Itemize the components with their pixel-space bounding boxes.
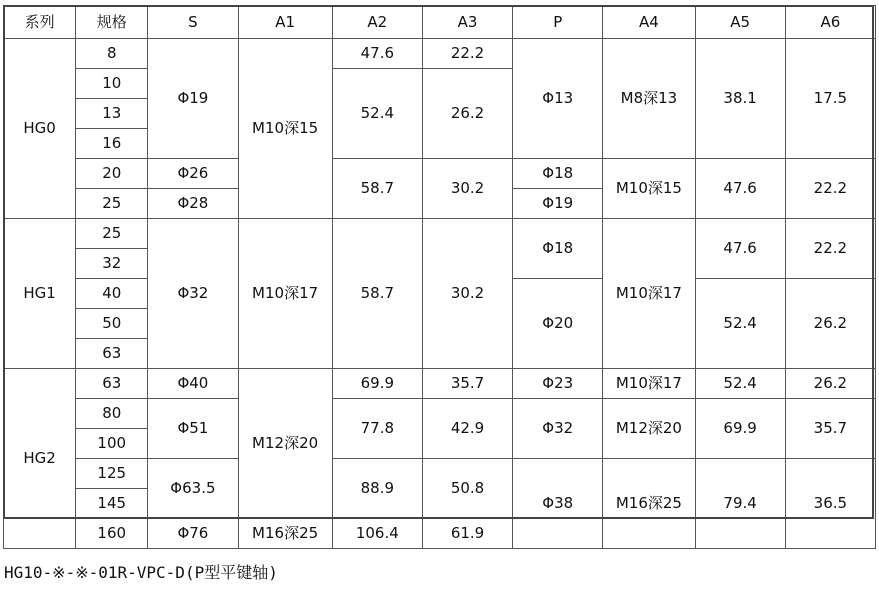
figure-caption: HG10-※-※-01R-VPC-D(P型平键轴) <box>4 563 278 582</box>
table-row <box>4 219 876 249</box>
cell-a4: M10深17 <box>603 219 695 369</box>
cell-a4: M10深15 <box>603 159 695 219</box>
header-cell-a5: A5 <box>695 6 785 39</box>
cell-a3: 26.2 <box>422 69 512 159</box>
cell-series: HG2 <box>4 369 76 549</box>
header-cell-a6: A6 <box>785 6 875 39</box>
cell-spec: 40 <box>76 279 148 309</box>
header-cell-s: S <box>148 6 238 39</box>
cell-p: Φ20 <box>513 279 603 369</box>
table-row <box>4 459 876 489</box>
cell-spec: 8 <box>76 39 148 69</box>
cell-s: Φ63.5 <box>148 459 238 519</box>
header-cell-a3: A3 <box>422 6 512 39</box>
cell-a2: 77.8 <box>332 399 422 459</box>
cell-a3: 42.9 <box>422 399 512 459</box>
cell-a3: 61.9 <box>422 519 512 549</box>
cell-a5: 47.6 <box>695 219 785 279</box>
header-cell-series: 系列 <box>4 6 76 39</box>
cell-s: Φ19 <box>148 39 238 159</box>
cell-a4: M16深25 <box>603 459 695 549</box>
cell-spec: 63 <box>76 339 148 369</box>
cell-a6: 17.5 <box>785 39 875 159</box>
cell-a2: 69.9 <box>332 369 422 399</box>
cell-a2: 52.4 <box>332 69 422 159</box>
cell-a6: 26.2 <box>785 279 875 369</box>
cell-p: Φ18 <box>513 219 603 279</box>
table-row <box>4 39 876 69</box>
table-row <box>4 369 876 399</box>
cell-spec: 125 <box>76 459 148 489</box>
cell-a1: M10深15 <box>238 39 332 219</box>
cell-a5: 69.9 <box>695 399 785 459</box>
cell-a5: 47.6 <box>695 159 785 219</box>
cell-a1: M16深25 <box>238 519 332 549</box>
cell-s: Φ40 <box>148 369 238 399</box>
cell-series: HG0 <box>4 39 76 219</box>
cell-s: Φ26 <box>148 159 238 189</box>
cell-spec: 50 <box>76 309 148 339</box>
cell-s: Φ76 <box>148 519 238 549</box>
cell-p: Φ13 <box>513 39 603 159</box>
cell-spec: 16 <box>76 129 148 159</box>
cell-p: Φ19 <box>513 189 603 219</box>
cell-a4: M10深17 <box>603 369 695 399</box>
cell-p: Φ32 <box>513 399 603 459</box>
cell-a6: 36.5 <box>785 459 875 549</box>
cell-a2: 47.6 <box>332 39 422 69</box>
header-cell-spec: 规格 <box>76 6 148 39</box>
table-row <box>4 399 876 429</box>
cell-spec: 63 <box>76 369 148 399</box>
cell-a6: 35.7 <box>785 399 875 459</box>
cell-p: Φ38 <box>513 459 603 549</box>
header-cell-a1: A1 <box>238 6 332 39</box>
cell-spec: 20 <box>76 159 148 189</box>
cell-a5: 52.4 <box>695 279 785 369</box>
specification-table <box>3 5 876 549</box>
cell-a2: 58.7 <box>332 219 422 369</box>
cell-series: HG1 <box>4 219 76 369</box>
cell-a3: 50.8 <box>422 459 512 519</box>
cell-a2: 58.7 <box>332 159 422 219</box>
cell-a4: M12深20 <box>603 399 695 459</box>
cell-spec: 145 <box>76 489 148 519</box>
cell-s: Φ51 <box>148 399 238 459</box>
cell-a6: 22.2 <box>785 219 875 279</box>
cell-spec: 25 <box>76 219 148 249</box>
cell-a1: M10深17 <box>238 219 332 369</box>
cell-a6: 22.2 <box>785 159 875 219</box>
cell-spec: 25 <box>76 189 148 219</box>
cell-spec: 13 <box>76 99 148 129</box>
cell-spec: 100 <box>76 429 148 459</box>
cell-s: Φ28 <box>148 189 238 219</box>
header-cell-a4: A4 <box>603 6 695 39</box>
cell-spec: 80 <box>76 399 148 429</box>
cell-a6: 26.2 <box>785 369 875 399</box>
cell-a5: 52.4 <box>695 369 785 399</box>
cell-spec: 32 <box>76 249 148 279</box>
cell-p: Φ18 <box>513 159 603 189</box>
cell-p: Φ23 <box>513 369 603 399</box>
cell-a5: 38.1 <box>695 39 785 159</box>
cell-a3: 30.2 <box>422 219 512 369</box>
header-row <box>4 6 876 39</box>
table-body <box>4 39 876 549</box>
cell-a3: 22.2 <box>422 39 512 69</box>
cell-a5: 79.4 <box>695 459 785 549</box>
header-cell-a2: A2 <box>332 6 422 39</box>
table-row <box>4 159 876 189</box>
table-header <box>4 6 876 39</box>
cell-a3: 30.2 <box>422 159 512 219</box>
header-cell-p: P <box>513 6 603 39</box>
cell-a4: M8深13 <box>603 39 695 159</box>
cell-s: Φ32 <box>148 219 238 369</box>
cell-a2: 88.9 <box>332 459 422 519</box>
cell-spec: 160 <box>76 519 148 549</box>
cell-a2: 106.4 <box>332 519 422 549</box>
cell-a1: M12深20 <box>238 369 332 519</box>
cell-a3: 35.7 <box>422 369 512 399</box>
cell-spec: 10 <box>76 69 148 99</box>
